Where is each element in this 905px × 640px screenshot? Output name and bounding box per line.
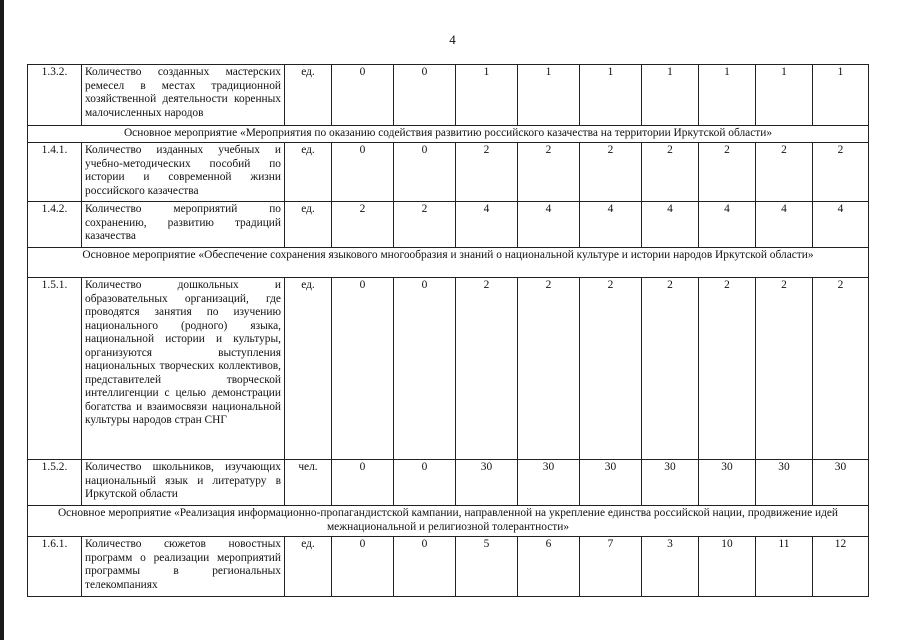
table-row: [28, 460, 869, 506]
value-cell: 1: [699, 65, 756, 126]
value-cell: 7: [580, 537, 642, 597]
value-cell: 4: [699, 202, 756, 248]
value-cell: 0: [332, 65, 394, 126]
value-cell: 30: [456, 460, 518, 506]
value-cell: 1: [642, 65, 699, 126]
row-code: 1.5.1.: [28, 278, 82, 460]
value-cell: 0: [394, 65, 456, 126]
indicators-table: [27, 64, 869, 597]
value-cell: 1: [756, 65, 813, 126]
value-cell: 30: [699, 460, 756, 506]
value-cell: 2: [813, 278, 869, 460]
page-number: 4: [449, 32, 456, 47]
value-cell: 2: [756, 278, 813, 460]
value-cell: 12: [813, 537, 869, 597]
section-row: [28, 126, 869, 143]
indicator-name: Количество изданных учебных и учебно-методических пособий по истории и современной жизни российского казачества: [82, 143, 285, 202]
scan-edge-bar: [0, 0, 4, 640]
value-cell: 0: [394, 143, 456, 202]
value-cell: 5: [456, 537, 518, 597]
unit-cell: ед.: [285, 278, 332, 460]
value-cell: 0: [332, 278, 394, 460]
value-cell: 10: [699, 537, 756, 597]
value-cell: 4: [580, 202, 642, 248]
value-cell: 0: [394, 278, 456, 460]
value-cell: 2: [699, 278, 756, 460]
unit-cell: чел.: [285, 460, 332, 506]
value-cell: 1: [518, 65, 580, 126]
value-cell: 2: [756, 143, 813, 202]
value-cell: 0: [394, 460, 456, 506]
section-row: [28, 506, 869, 537]
row-code: 1.4.2.: [28, 202, 82, 248]
value-cell: 30: [756, 460, 813, 506]
unit-cell: ед.: [285, 537, 332, 597]
value-cell: 2: [394, 202, 456, 248]
indicator-name: Количество сюжетов новостных программ о реализации мероприятий программы в региональных телекомпаниях: [82, 537, 285, 597]
value-cell: 2: [699, 143, 756, 202]
indicator-name: Количество школьников, изучающих национальный язык и литературу в Иркутской области: [82, 460, 285, 506]
value-cell: 0: [332, 143, 394, 202]
table-row: [28, 202, 869, 248]
value-cell: 4: [518, 202, 580, 248]
value-cell: 30: [813, 460, 869, 506]
value-cell: 2: [642, 278, 699, 460]
indicator-name: Количество созданных мастерских ремесел в местах традиционной хозяйственной деятельности коренных малочисленных народов: [82, 65, 285, 126]
value-cell: 4: [756, 202, 813, 248]
value-cell: 2: [518, 278, 580, 460]
value-cell: 30: [642, 460, 699, 506]
indicator-name: Количество мероприятий по сохранению, развитию традиций казачества: [82, 202, 285, 248]
section-row: [28, 248, 869, 278]
value-cell: 2: [518, 143, 580, 202]
value-cell: 0: [332, 537, 394, 597]
table-row: [28, 65, 869, 126]
row-code: 1.3.2.: [28, 65, 82, 126]
value-cell: 11: [756, 537, 813, 597]
unit-cell: ед.: [285, 143, 332, 202]
section-heading: Основное мероприятие «Реализация информационно-пропагандистской кампании, направленной на укрепление единства российской нации, продвижение идей межнациональной и религиозной толерантности»: [28, 506, 869, 537]
table-row: [28, 537, 869, 597]
unit-cell: ед.: [285, 65, 332, 126]
value-cell: 6: [518, 537, 580, 597]
value-cell: 2: [332, 202, 394, 248]
row-code: 1.5.2.: [28, 460, 82, 506]
value-cell: 1: [580, 65, 642, 126]
value-cell: 30: [518, 460, 580, 506]
value-cell: 4: [813, 202, 869, 248]
value-cell: 1: [456, 65, 518, 126]
table-row: [28, 278, 869, 460]
value-cell: 2: [580, 278, 642, 460]
row-code: 1.4.1.: [28, 143, 82, 202]
section-heading: Основное мероприятие «Обеспечение сохранения языкового многообразия и знаний о национальной культуре и истории народов Иркутской области»: [28, 248, 869, 278]
section-heading: Основное мероприятие «Мероприятия по оказанию содействия развитию российского казачества на территории Иркутской области»: [28, 126, 869, 143]
value-cell: 2: [456, 278, 518, 460]
table-row: [28, 143, 869, 202]
value-cell: 0: [332, 460, 394, 506]
value-cell: 2: [580, 143, 642, 202]
value-cell: 30: [580, 460, 642, 506]
row-code: 1.6.1.: [28, 537, 82, 597]
value-cell: 4: [456, 202, 518, 248]
value-cell: 1: [813, 65, 869, 126]
value-cell: 3: [642, 537, 699, 597]
value-cell: 2: [456, 143, 518, 202]
indicator-name: Количество дошкольных и образовательных организаций, где проводятся занятия по изучению национального (родного) языка, национальной истории и культуры, организуются выступления национальных творческих коллективов, представителей творческой интеллигенции с целью демонстрации богатства и взаимосвязи национальной культуры народов стран СНГ: [82, 278, 285, 460]
value-cell: 0: [394, 537, 456, 597]
value-cell: 2: [813, 143, 869, 202]
value-cell: 2: [642, 143, 699, 202]
value-cell: 4: [642, 202, 699, 248]
unit-cell: ед.: [285, 202, 332, 248]
